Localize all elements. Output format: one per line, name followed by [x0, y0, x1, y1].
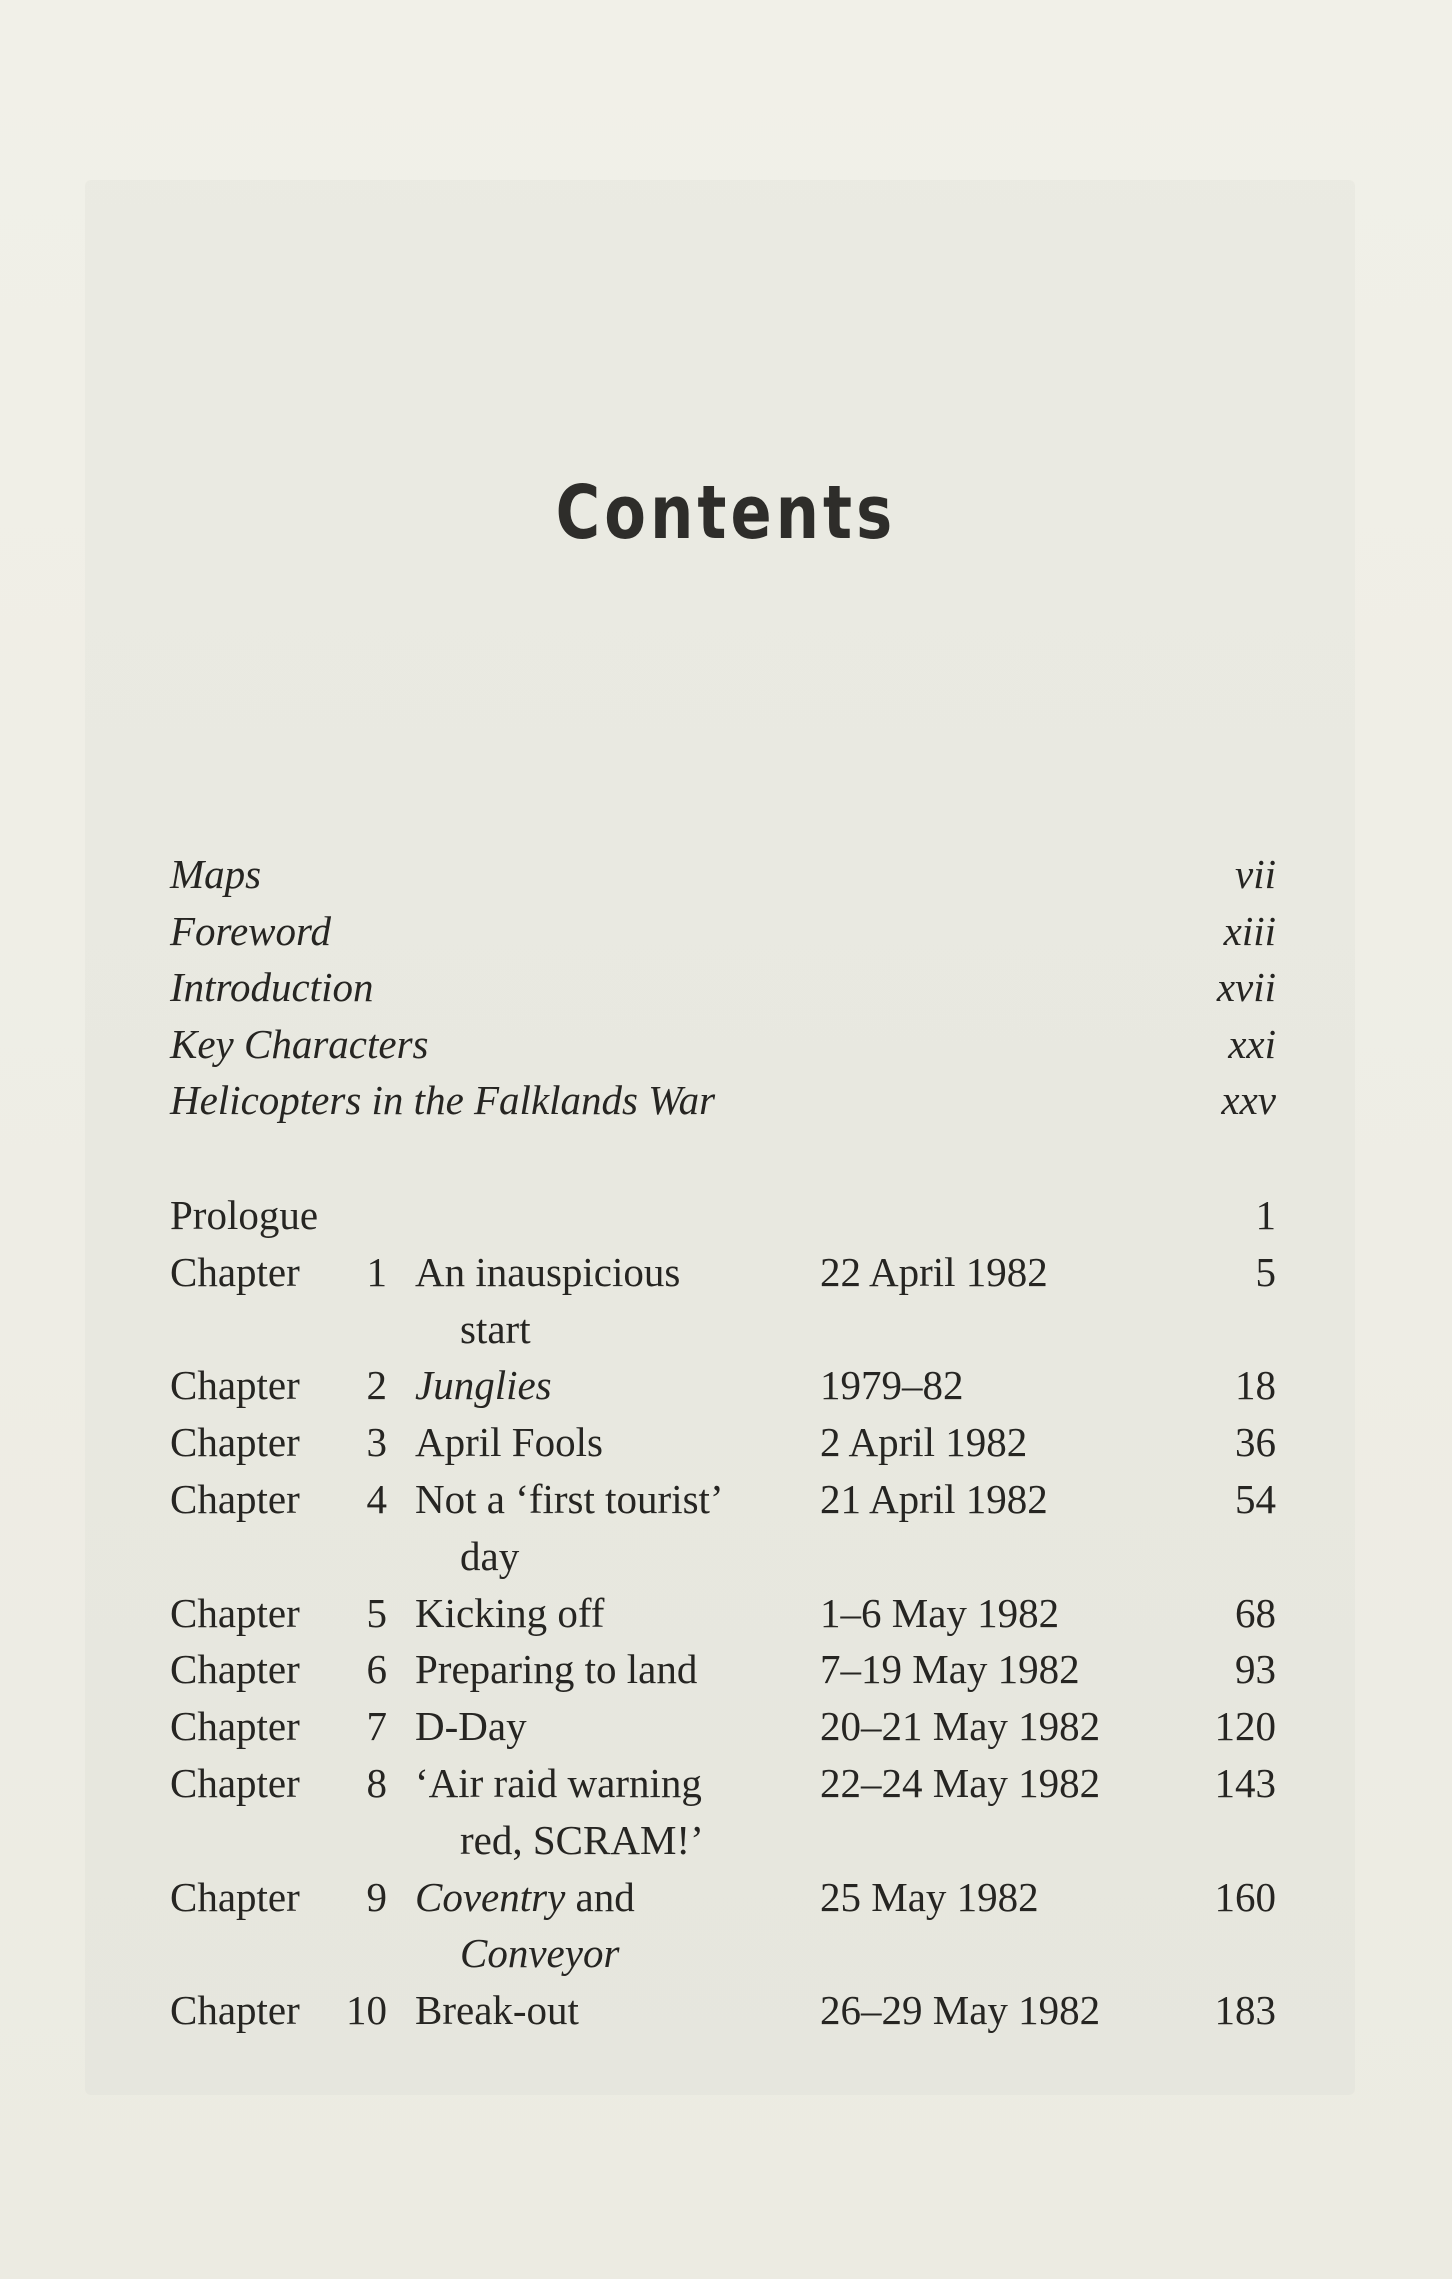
chapter-row-5: [170, 1585, 1276, 1642]
front-matter-page: xvii: [1216, 964, 1276, 1010]
chapter-title: Preparing to land: [415, 1646, 698, 1693]
chapter-page: 1: [1255, 1192, 1276, 1238]
chapter-row-10: [170, 1982, 1276, 2039]
chapter-page: 120: [1214, 1703, 1276, 1750]
front-matter-page: xiii: [1223, 907, 1276, 954]
chapter-number: 10: [346, 1987, 387, 2034]
chapter-label: Chapter: [170, 1419, 300, 1466]
chapter-number: 2: [366, 1362, 387, 1409]
chapter-page: 54: [1235, 1475, 1276, 1522]
chapter-title: Break-out: [415, 1987, 579, 2034]
chapter-label: Chapter: [170, 1589, 300, 1636]
chapter-row-prologue: [170, 1187, 1276, 1244]
front-matter-row: [170, 846, 1276, 903]
front-matter-title: Foreword: [170, 907, 331, 954]
chapter-row-7: [170, 1698, 1276, 1755]
front-matter-title: Helicopters in the Falklands War: [170, 1077, 716, 1123]
chapter-title: Coventry and Conveyor: [415, 1873, 635, 1977]
chapter-number: 8: [366, 1759, 387, 1806]
front-matter-list: [170, 846, 1276, 1129]
chapter-date: 1–6 May 1982: [820, 1589, 1060, 1636]
front-matter-row: [170, 903, 1276, 960]
chapter-row-8: [170, 1755, 1276, 1869]
chapter-title: April Fools: [415, 1419, 603, 1466]
chapter-label: Chapter: [170, 1873, 300, 1920]
chapter-title: An inauspicious start: [415, 1248, 681, 1352]
chapter-label: Prologue: [170, 1192, 319, 1238]
chapter-page: 160: [1214, 1873, 1276, 1920]
chapter-row-9: [170, 1869, 1276, 1983]
front-matter-title: Maps: [170, 851, 262, 897]
chapter-number: 7: [366, 1703, 387, 1750]
chapter-label: Chapter: [170, 1703, 300, 1750]
chapter-number: 6: [366, 1646, 387, 1693]
chapter-page: 183: [1214, 1987, 1276, 2034]
chapter-label: Chapter: [170, 1248, 300, 1295]
chapter-page: 143: [1214, 1759, 1276, 1806]
chapter-row-2: [170, 1357, 1276, 1414]
chapter-title: Not a ‘first tourist’ day: [415, 1475, 724, 1579]
front-matter-title: Key Characters: [170, 1020, 429, 1067]
front-matter-row: [170, 959, 1276, 1016]
chapter-number: 3: [366, 1419, 387, 1466]
front-matter-page: vii: [1235, 851, 1276, 897]
page-title: Contents: [555, 470, 897, 556]
front-matter-row: [170, 1016, 1276, 1073]
front-matter-row: [170, 1072, 1276, 1129]
chapter-row-3: [170, 1414, 1276, 1471]
chapter-title: ‘Air raid warning red, SCRAM!’: [415, 1759, 704, 1863]
front-matter-title: Introduction: [170, 964, 374, 1010]
chapter-page: 18: [1235, 1362, 1276, 1409]
chapter-title: Junglies: [415, 1362, 552, 1409]
chapter-number: 1: [366, 1248, 387, 1295]
chapter-date: 25 May 1982: [820, 1873, 1039, 1920]
chapter-list: [170, 1187, 1276, 2039]
chapter-date: 22 April 1982: [820, 1248, 1048, 1295]
chapter-date: 20–21 May 1982: [820, 1703, 1101, 1750]
chapter-label: Chapter: [170, 1646, 300, 1693]
front-matter-page: xxi: [1228, 1020, 1276, 1067]
front-matter-page: xxv: [1221, 1077, 1276, 1123]
chapter-row-1: [170, 1244, 1276, 1358]
chapter-title: D-Day: [415, 1703, 527, 1750]
chapter-row-4: [170, 1471, 1276, 1585]
chapter-date: 22–24 May 1982: [820, 1759, 1101, 1806]
chapter-date: 1979–82: [820, 1362, 964, 1409]
chapter-page: 68: [1235, 1589, 1276, 1636]
chapter-page: 93: [1235, 1646, 1276, 1693]
chapter-page: 5: [1255, 1248, 1276, 1295]
chapter-date: 7–19 May 1982: [820, 1646, 1080, 1693]
chapter-label: Chapter: [170, 1362, 300, 1409]
chapter-date: 2 April 1982: [820, 1419, 1028, 1466]
chapter-number: 4: [366, 1475, 387, 1522]
chapter-number: 9: [366, 1873, 387, 1920]
chapter-label: Chapter: [170, 1987, 300, 2034]
chapter-date: 21 April 1982: [820, 1475, 1048, 1522]
chapter-label: Chapter: [170, 1475, 300, 1522]
chapter-label: Chapter: [170, 1759, 300, 1806]
chapter-date: 26–29 May 1982: [820, 1987, 1101, 2034]
chapter-title: Kicking off: [415, 1589, 605, 1636]
chapter-page: 36: [1235, 1419, 1276, 1466]
chapter-row-6: [170, 1641, 1276, 1698]
chapter-number: 5: [366, 1589, 387, 1636]
